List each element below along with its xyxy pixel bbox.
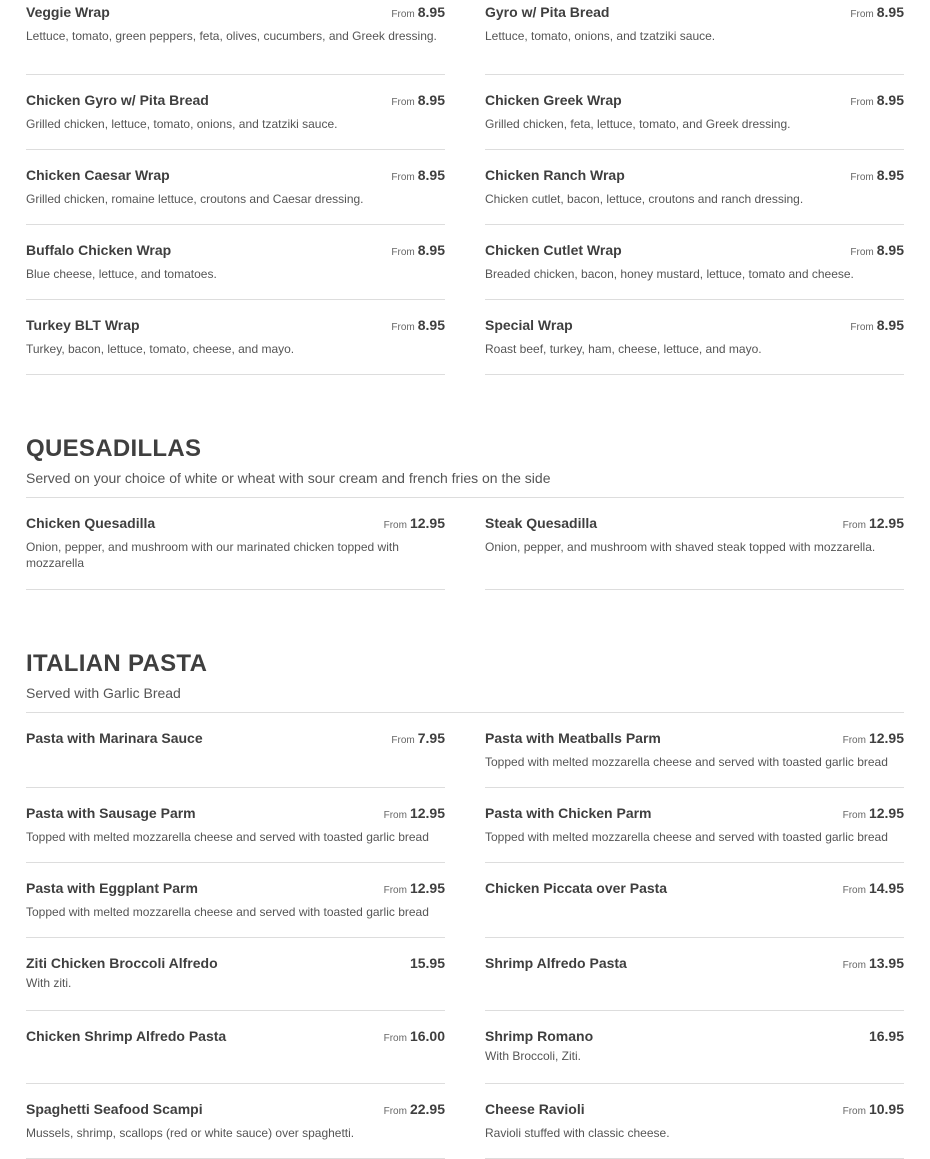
item-name: Veggie Wrap (26, 4, 110, 20)
menu-item[interactable] (485, 75, 904, 150)
item-name: Buffalo Chicken Wrap (26, 242, 172, 258)
item-price: From 14.95 (842, 880, 904, 896)
item-name: Pasta with Marinara Sauce (26, 730, 203, 746)
quesadillas-grid (26, 498, 904, 590)
item-name: Shrimp Romano (485, 1028, 594, 1044)
menu-item[interactable] (26, 938, 445, 1011)
item-name: Chicken Quesadilla (26, 515, 156, 531)
item-name: Chicken Gyro w/ Pita Bread (26, 92, 209, 108)
item-price: From 8.95 (850, 242, 904, 258)
menu-item[interactable] (485, 938, 904, 1011)
section-title: ITALIAN PASTA (26, 650, 208, 677)
item-description: Topped with melted mozzarella cheese and served with toasted garlic bread (26, 905, 429, 919)
menu-item[interactable] (485, 788, 904, 863)
item-name: Chicken Ranch Wrap (485, 167, 625, 183)
item-price: From 12.95 (842, 805, 904, 821)
menu-page (26, 0, 904, 1159)
menu-item[interactable] (26, 150, 445, 225)
item-description: Mussels, shrimp, scallops (red or white sauce) over spaghetti. (26, 1126, 355, 1140)
menu-item[interactable] (485, 225, 904, 300)
item-name: Pasta with Meatballs Parm (485, 730, 661, 746)
item-description: Grilled chicken, lettuce, tomato, onions, and tzatziki sauce. (26, 117, 338, 131)
item-description: Grilled chicken, feta, lettuce, tomato, and Greek dressing. (485, 117, 791, 131)
menu-item[interactable] (26, 498, 445, 590)
menu-item[interactable] (485, 1084, 904, 1159)
pasta-section (26, 650, 904, 1159)
item-description: Lettuce, tomato, green peppers, feta, olives, cucumbers, and Greek dressing. (26, 29, 437, 43)
item-price: From 8.95 (391, 4, 445, 20)
menu-item[interactable] (485, 0, 904, 75)
item-description: Onion, pepper, and mushroom with our marinated chicken topped with mozzarella (26, 540, 399, 570)
item-price: From 10.95 (842, 1101, 904, 1117)
menu-item[interactable] (485, 1011, 904, 1084)
menu-item[interactable] (26, 788, 445, 863)
item-description: Grilled chicken, romaine lettuce, croutons and Caesar dressing. (26, 192, 364, 206)
item-name: Special Wrap (485, 317, 573, 333)
item-name: Shrimp Alfredo Pasta (485, 955, 627, 971)
wraps-grid (26, 0, 904, 375)
item-price: From 13.95 (842, 955, 904, 971)
item-price: From 7.95 (391, 730, 445, 746)
item-name: Cheese Ravioli (485, 1101, 585, 1117)
item-price: 15.95 (409, 955, 445, 971)
item-name: Chicken Piccata over Pasta (485, 880, 668, 896)
item-name: Pasta with Sausage Parm (26, 805, 196, 821)
item-price: From 8.95 (391, 92, 445, 108)
item-price: From 12.95 (383, 515, 445, 531)
item-name: Gyro w/ Pita Bread (485, 4, 610, 20)
section-title: QUESADILLAS (26, 435, 202, 462)
item-name: Chicken Greek Wrap (485, 92, 622, 108)
item-price: From 12.95 (842, 515, 904, 531)
menu-item[interactable] (26, 713, 445, 788)
menu-item[interactable] (26, 1084, 445, 1159)
item-description: Turkey, bacon, lettuce, tomato, cheese, and mayo. (26, 342, 295, 356)
item-price: From 12.95 (383, 805, 445, 821)
menu-item[interactable] (26, 1011, 445, 1084)
item-name: Spaghetti Seafood Scampi (26, 1101, 203, 1117)
menu-item[interactable] (26, 300, 445, 375)
item-price: From 8.95 (850, 317, 904, 333)
menu-item[interactable] (485, 713, 904, 788)
item-description: Breaded chicken, bacon, honey mustard, lettuce, tomato and cheese. (485, 267, 854, 281)
item-description: Lettuce, tomato, onions, and tzatziki sauce. (485, 29, 716, 43)
item-price: From 8.95 (850, 167, 904, 183)
item-description: Blue cheese, lettuce, and tomatoes. (26, 267, 217, 281)
pasta-grid (26, 713, 904, 1159)
item-description: Ravioli stuffed with classic cheese. (485, 1126, 670, 1140)
item-price: From 8.95 (391, 317, 445, 333)
item-description: With ziti. (26, 976, 72, 990)
menu-item[interactable] (26, 863, 445, 938)
menu-item[interactable] (485, 150, 904, 225)
item-name: Pasta with Chicken Parm (485, 805, 652, 821)
item-name: Chicken Shrimp Alfredo Pasta (26, 1028, 227, 1044)
menu-item[interactable] (26, 225, 445, 300)
item-price: 16.95 (868, 1028, 904, 1044)
item-price: From 8.95 (391, 242, 445, 258)
item-description: Chicken cutlet, bacon, lettuce, croutons and ranch dressing. (485, 192, 804, 206)
section-subtitle: Served on your choice of white or wheat with sour cream and french fries on the side (26, 470, 904, 498)
section-subtitle: Served with Garlic Bread (26, 685, 904, 713)
item-name: Turkey BLT Wrap (26, 317, 140, 333)
menu-item[interactable] (485, 498, 904, 590)
item-description: Topped with melted mozzarella cheese and served with toasted garlic bread (485, 755, 888, 769)
item-name: Chicken Caesar Wrap (26, 167, 170, 183)
item-name: Chicken Cutlet Wrap (485, 242, 622, 258)
item-description: Topped with melted mozzarella cheese and served with toasted garlic bread (26, 830, 429, 844)
menu-item[interactable] (26, 75, 445, 150)
item-name: Pasta with Eggplant Parm (26, 880, 198, 896)
quesadillas-section (26, 435, 904, 590)
item-price: From 12.95 (383, 880, 445, 896)
item-description: Roast beef, turkey, ham, cheese, lettuce, and mayo. (485, 342, 762, 356)
item-description: Onion, pepper, and mushroom with shaved steak topped with mozzarella. (485, 540, 876, 554)
item-price: From 12.95 (842, 730, 904, 746)
menu-item[interactable] (485, 300, 904, 375)
item-price: From 16.00 (383, 1028, 445, 1044)
item-price: From 8.95 (850, 92, 904, 108)
menu-item[interactable] (485, 863, 904, 938)
item-name: Ziti Chicken Broccoli Alfredo (26, 955, 218, 971)
item-price: From 8.95 (391, 167, 445, 183)
item-description: Topped with melted mozzarella cheese and served with toasted garlic bread (485, 830, 888, 844)
item-description: With Broccoli, Ziti. (485, 1049, 582, 1063)
item-price: From 22.95 (383, 1101, 445, 1117)
item-name: Steak Quesadilla (485, 515, 598, 531)
menu-item[interactable] (26, 0, 445, 75)
item-price: From 8.95 (850, 4, 904, 20)
